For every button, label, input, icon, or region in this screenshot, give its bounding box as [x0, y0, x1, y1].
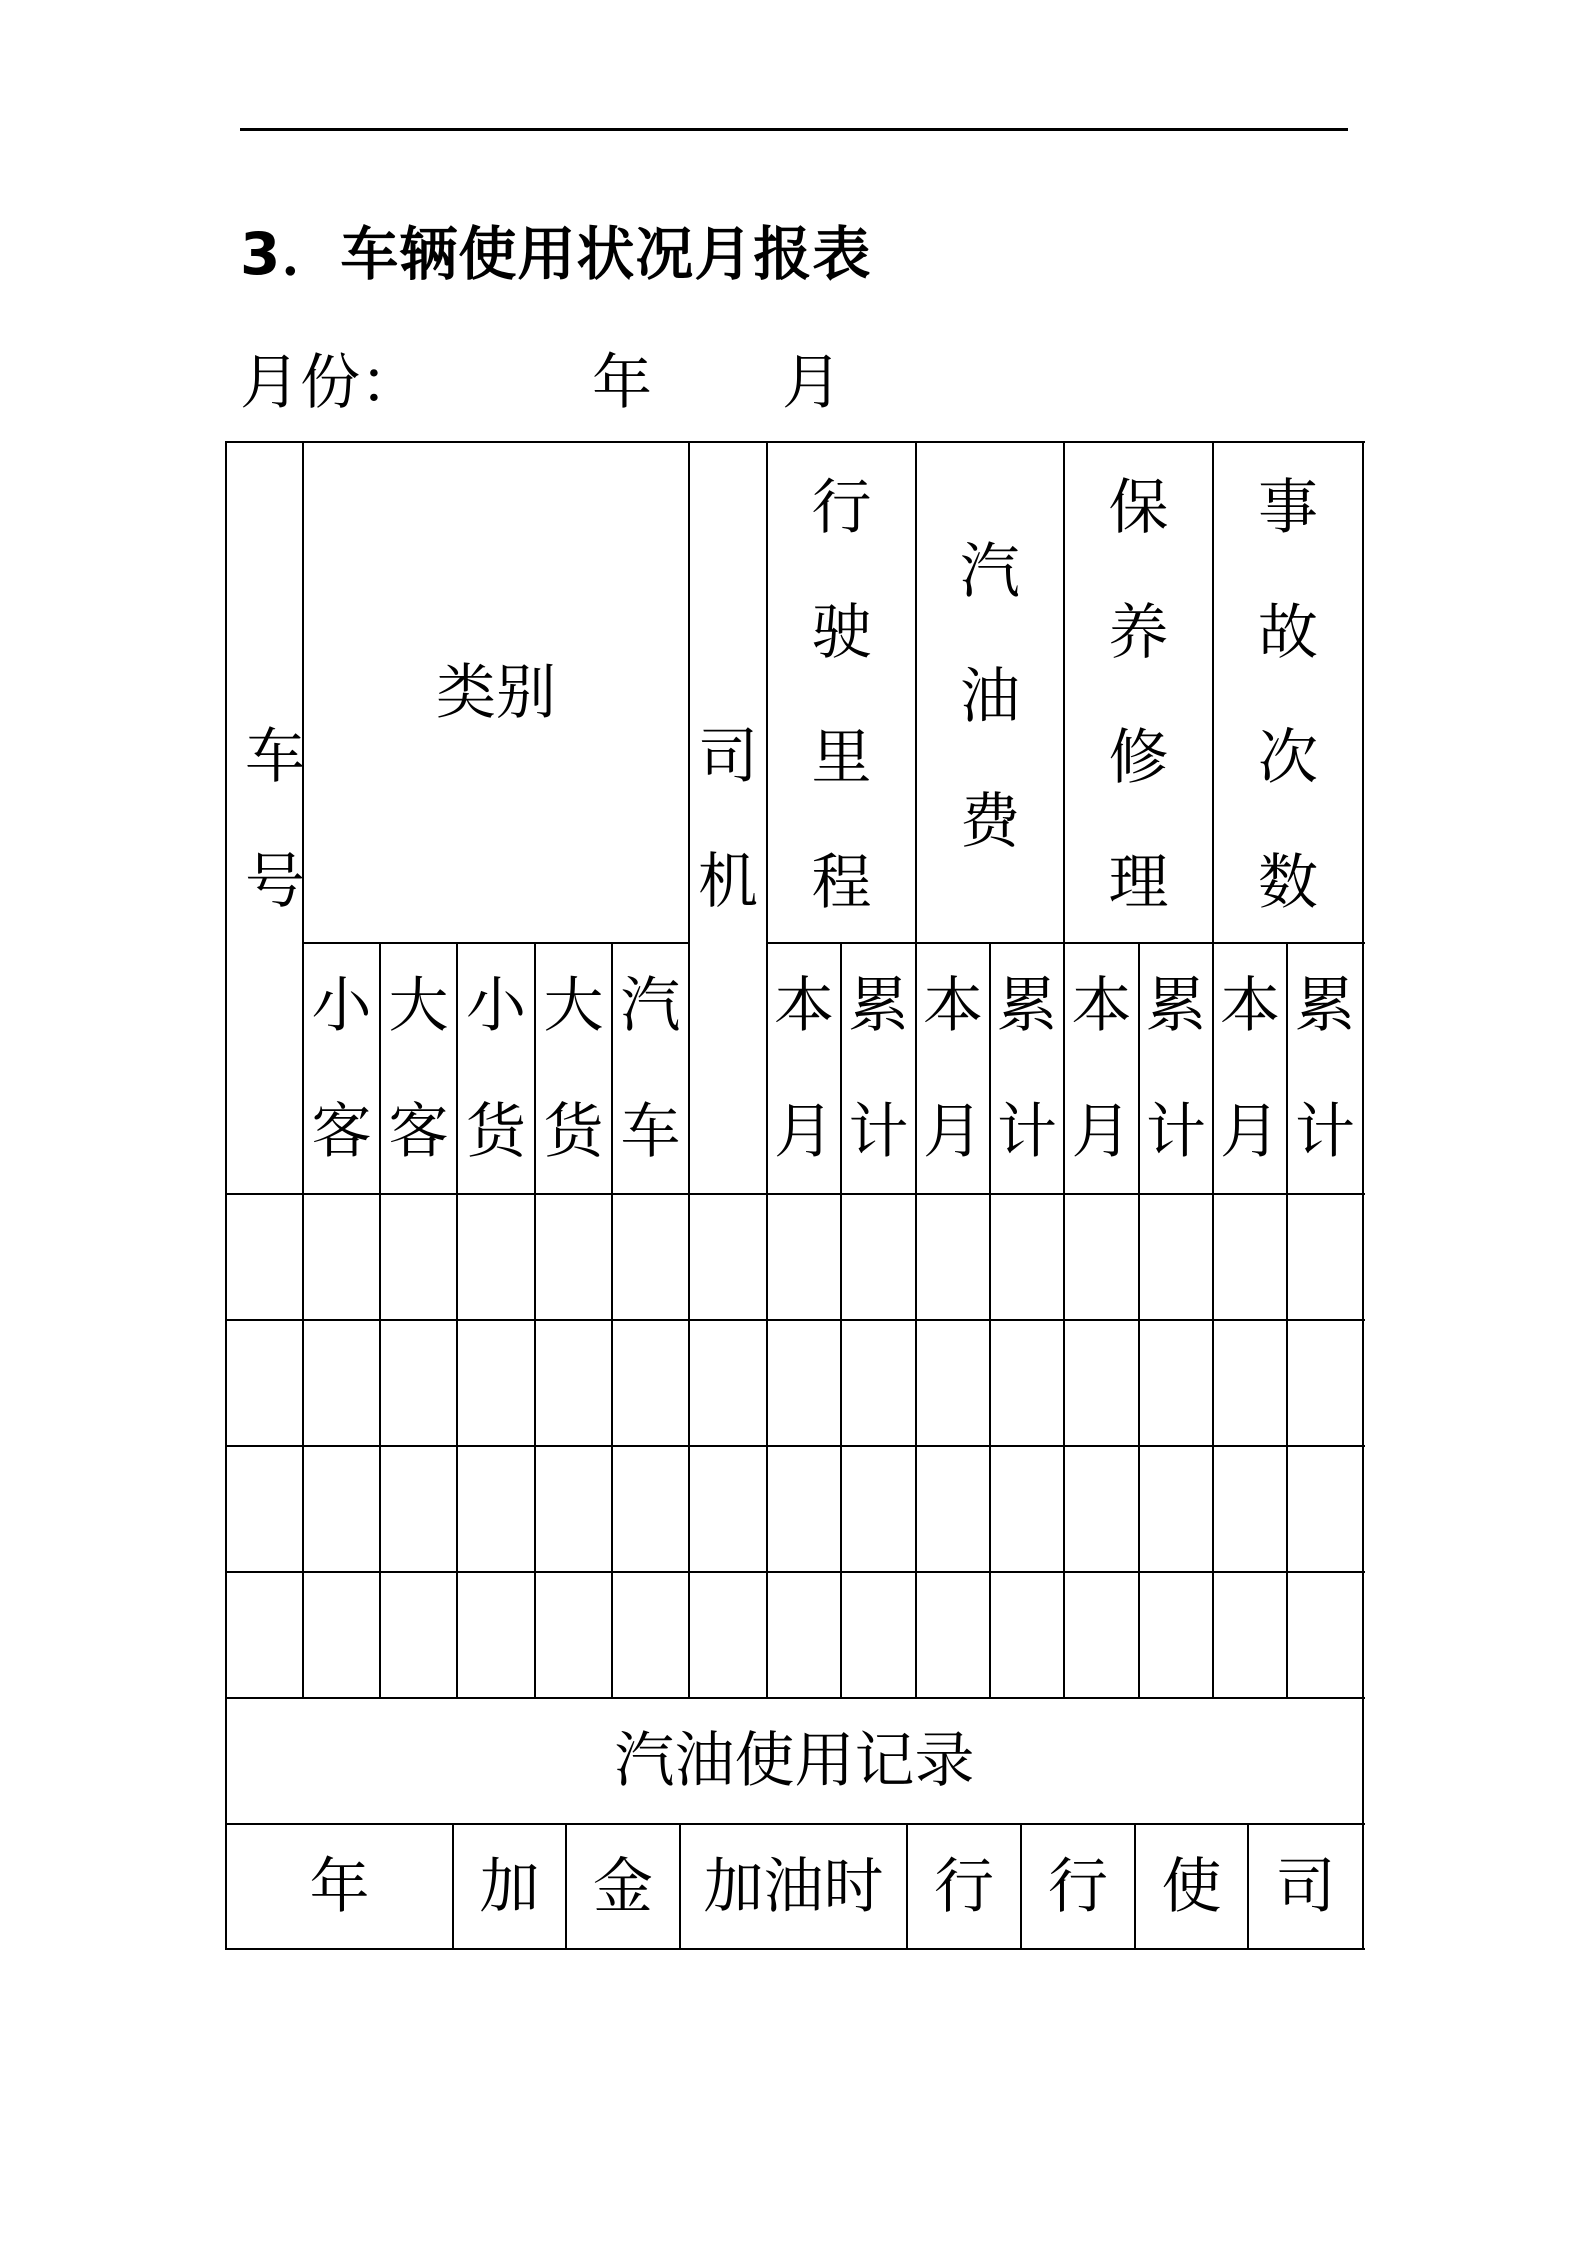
header-char: 货: [466, 1096, 526, 1167]
header-char: 大: [388, 970, 449, 1041]
table-cell[interactable]: [767, 1446, 841, 1572]
table-cell[interactable]: [1287, 1572, 1363, 1698]
table-cell[interactable]: [1213, 1446, 1287, 1572]
table-cell[interactable]: [916, 1320, 990, 1446]
table-cell[interactable]: [612, 1446, 689, 1572]
table-cell[interactable]: [380, 1194, 457, 1320]
table-cell[interactable]: [303, 1320, 380, 1446]
month-label: 月份：: [240, 348, 420, 418]
table-cell[interactable]: [1064, 1446, 1139, 1572]
header-accidents-char: 故: [1258, 598, 1318, 668]
header-char: 月: [1071, 1096, 1132, 1167]
header-char: 月: [1220, 1096, 1280, 1167]
fuel-col-label: 行: [1048, 1851, 1108, 1922]
table-cell[interactable]: [1064, 1194, 1139, 1320]
table-cell[interactable]: [990, 1194, 1064, 1320]
header-accidents-char: 数: [1258, 848, 1318, 918]
fuel-col-year: [226, 1824, 453, 1949]
header-char: 客: [388, 1096, 449, 1167]
header-char: 车: [620, 1096, 681, 1167]
header-maintenance-char: 养: [1108, 598, 1169, 668]
fuel-col-label: 加油时: [703, 1851, 884, 1922]
fuel-col-label: 司: [1275, 1851, 1336, 1922]
header-small-truck: [457, 943, 535, 1194]
fuel-col-label: 金: [593, 1851, 653, 1922]
header-maintenance-char: 修: [1108, 723, 1169, 793]
header-char: 月: [923, 1096, 983, 1167]
table-cell[interactable]: [612, 1194, 689, 1320]
table-cell[interactable]: [303, 1572, 380, 1698]
table-cell[interactable]: [990, 1320, 1064, 1446]
table-cell[interactable]: [226, 1446, 303, 1572]
fuel-col-label: 年: [309, 1851, 370, 1922]
header-plate-no-char: 号: [245, 847, 305, 917]
table-cell[interactable]: [457, 1572, 535, 1698]
table-cell[interactable]: [767, 1572, 841, 1698]
table-cell[interactable]: [767, 1320, 841, 1446]
table-cell[interactable]: [1287, 1194, 1363, 1320]
header-fuel-cost-char: 费: [960, 787, 1020, 857]
table-cell[interactable]: [1139, 1320, 1213, 1446]
table-cell[interactable]: [1064, 1320, 1139, 1446]
header-accidents-this-month: [1213, 943, 1287, 1194]
table-cell[interactable]: [303, 1446, 380, 1572]
table-cell[interactable]: [535, 1194, 612, 1320]
header-car: [612, 943, 689, 1194]
table-cell[interactable]: [990, 1446, 1064, 1572]
table-cell[interactable]: [916, 1446, 990, 1572]
header-char: 货: [543, 1096, 604, 1167]
table-cell[interactable]: [535, 1446, 612, 1572]
header-char: 累: [1295, 970, 1355, 1041]
fuel-record-title-label: 汽油使用记录: [614, 1726, 975, 1796]
header-category: [303, 442, 689, 943]
header-category-label: 类别: [436, 657, 556, 728]
table-cell[interactable]: [689, 1446, 767, 1572]
table-cell[interactable]: [1213, 1320, 1287, 1446]
fuel-col-travel-1: [907, 1824, 1021, 1949]
header-char: 本: [1071, 970, 1132, 1041]
table-cell[interactable]: [689, 1572, 767, 1698]
header-accidents-char: 事: [1258, 473, 1318, 543]
header-char: 本: [774, 970, 834, 1041]
header-char: 计: [997, 1096, 1057, 1167]
header-mileage: [767, 446, 916, 943]
fuel-col-amount: [566, 1824, 680, 1949]
fuel-col-label: 加: [479, 1851, 540, 1922]
table-cell[interactable]: [226, 1320, 303, 1446]
fuel-col-label: 行: [934, 1851, 994, 1922]
header-char: 本: [923, 970, 983, 1041]
header-char: 累: [1146, 970, 1206, 1041]
header-accidents-char: 次: [1258, 723, 1318, 793]
table-cell[interactable]: [689, 1320, 767, 1446]
header-fuel-this-month: [916, 943, 990, 1194]
table-cell[interactable]: [841, 1572, 916, 1698]
table-cell[interactable]: [1213, 1194, 1287, 1320]
header-maintenance: [1064, 446, 1213, 943]
year-unit-label: 年: [592, 348, 652, 418]
table-cell[interactable]: [303, 1194, 380, 1320]
header-accidents: [1213, 446, 1363, 943]
header-mileage-char: 驶: [811, 598, 872, 668]
table-cell[interactable]: [916, 1194, 990, 1320]
header-mileage-char: 程: [811, 848, 872, 918]
header-char: 小: [466, 970, 526, 1041]
fuel-record-title: [226, 1698, 1363, 1824]
header-fuel-cost-char: 汽: [960, 537, 1020, 607]
year-field[interactable]: [410, 343, 580, 423]
header-rule: [240, 128, 1348, 131]
header-char: 汽: [620, 970, 681, 1041]
fuel-col-refuel-time: [680, 1824, 907, 1949]
header-char: 本: [1220, 970, 1280, 1041]
header-char: 客: [311, 1096, 372, 1167]
table-cell[interactable]: [226, 1572, 303, 1698]
header-driver-char: 司: [698, 722, 758, 792]
header-fuel-cost: [916, 510, 1064, 910]
table-cell[interactable]: [767, 1194, 841, 1320]
table-cell[interactable]: [1139, 1446, 1213, 1572]
header-char: 小: [311, 970, 372, 1041]
table-cell[interactable]: [226, 1194, 303, 1320]
table-cell[interactable]: [380, 1320, 457, 1446]
header-char: 月: [774, 1096, 834, 1167]
table-cell[interactable]: [457, 1320, 535, 1446]
header-plate-no-char: 车: [245, 722, 305, 792]
month-unit-label: 月: [782, 348, 842, 418]
header-fuel-cost-char: 油: [960, 662, 1020, 732]
table-cell[interactable]: [841, 1446, 916, 1572]
header-driver-char: 机: [698, 847, 758, 917]
header-maintenance-char: 保: [1108, 473, 1169, 543]
table-cell[interactable]: [1139, 1572, 1213, 1698]
header-char: 累: [848, 970, 909, 1041]
table-cell[interactable]: [689, 1194, 767, 1320]
table-cell[interactable]: [457, 1194, 535, 1320]
table-cell[interactable]: [535, 1572, 612, 1698]
table-cell[interactable]: [1139, 1194, 1213, 1320]
header-maintenance-this-month: [1064, 943, 1139, 1194]
month-field[interactable]: [665, 343, 775, 423]
fuel-col-user: [1135, 1824, 1248, 1949]
header-mileage-char: 行: [811, 473, 872, 543]
table-cell[interactable]: [1287, 1446, 1363, 1572]
table-cell[interactable]: [990, 1572, 1064, 1698]
header-plate-no: [226, 695, 303, 945]
header-maintenance-char: 理: [1108, 848, 1169, 918]
table-cell[interactable]: [380, 1446, 457, 1572]
header-driver: [689, 695, 767, 945]
page-title: 3．车辆使用状况月报表: [240, 220, 872, 288]
fuel-col-label: 使: [1161, 1851, 1222, 1922]
header-char: 计: [1146, 1096, 1206, 1167]
table-cell[interactable]: [457, 1446, 535, 1572]
table-cell[interactable]: [612, 1320, 689, 1446]
header-mileage-cumulative: [841, 943, 916, 1194]
header-char: 累: [997, 970, 1057, 1041]
header-fuel-cumulative: [990, 943, 1064, 1194]
header-char: 计: [1295, 1096, 1355, 1167]
header-char: 大: [543, 970, 604, 1041]
header-accidents-cumulative: [1287, 943, 1363, 1194]
table-cell[interactable]: [612, 1572, 689, 1698]
header-maintenance-cumulative: [1139, 943, 1213, 1194]
table-cell[interactable]: [1064, 1572, 1139, 1698]
table-cell[interactable]: [841, 1194, 916, 1320]
header-mileage-char: 里: [811, 723, 872, 793]
fuel-col-add: [453, 1824, 566, 1949]
table-cell[interactable]: [380, 1572, 457, 1698]
table-cell[interactable]: [916, 1572, 990, 1698]
header-large-passenger: [380, 943, 457, 1194]
header-large-truck: [535, 943, 612, 1194]
header-small-passenger: [303, 943, 380, 1194]
header-char: 计: [848, 1096, 909, 1167]
fuel-col-travel-2: [1021, 1824, 1135, 1949]
table-cell[interactable]: [1287, 1320, 1363, 1446]
table-cell[interactable]: [1213, 1572, 1287, 1698]
table-cell[interactable]: [841, 1320, 916, 1446]
table-cell[interactable]: [535, 1320, 612, 1446]
fuel-col-driver: [1248, 1824, 1363, 1949]
header-mileage-this-month: [767, 943, 841, 1194]
